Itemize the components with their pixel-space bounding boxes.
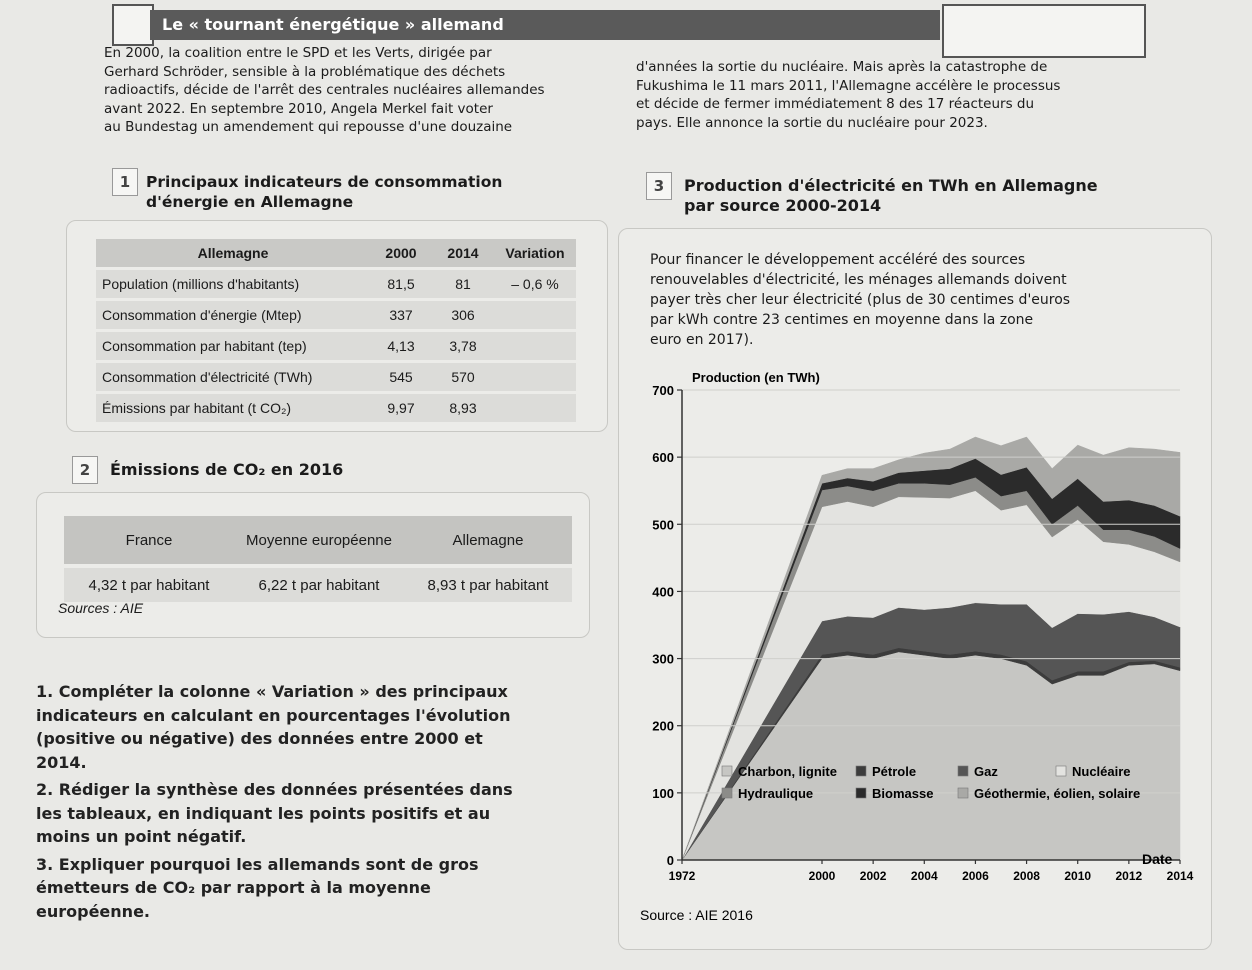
question-item: 3. Expliquer pourquoi les allemands sont de gros émetteurs de CO₂ par rapport à la moyenne européenne. (36, 854, 479, 921)
x-tick-label: 2006 (962, 869, 989, 883)
doc1-number: 1 (112, 168, 138, 196)
table-cell: Consommation par habitant (tep) (96, 332, 370, 360)
y-tick-label: 100 (652, 785, 674, 801)
table-cell (494, 394, 576, 422)
y-tick-label: 600 (652, 450, 674, 466)
doc3-title-line: par source 2000-2014 (684, 196, 882, 215)
x-tick-label: 2000 (808, 869, 836, 883)
chart-source: Source : AIE 2016 (640, 907, 753, 923)
doc1-table (96, 236, 576, 425)
doc1-title-line: d'énergie en Allemagne (146, 193, 354, 211)
legend-label: Pétrole (872, 764, 917, 779)
doc3-title (684, 176, 1098, 216)
table-cell: 81 (432, 270, 494, 298)
table-header-cell: 2014 (432, 239, 494, 267)
table-row (96, 270, 576, 298)
doc2-title: Émissions de CO₂ en 2016 (110, 460, 344, 479)
legend-label: Nucléaire (1072, 764, 1131, 779)
intro-right-column (636, 58, 1136, 132)
intro-line: Fukushima le 11 mars 2011, l'Allemagne accélère le processus (636, 77, 1061, 94)
legend-label: Biomasse (872, 786, 934, 801)
y-tick-label: 700 (652, 383, 674, 398)
intro-line: au Bundestag un amendement qui repousse d'une douzaine (104, 119, 513, 135)
table-cell: Consommation d'énergie (Mtep) (96, 301, 370, 329)
intro-line: avant 2022. En septembre 2010, Angela Merkel fait voter (104, 100, 493, 117)
doc2-sources: Sources : AIE (58, 600, 144, 616)
questions-block (36, 680, 536, 927)
table-cell: 4,32 t par habitant (64, 568, 234, 602)
production-chart (640, 360, 1210, 935)
table-cell: 4,13 (370, 332, 432, 360)
intro-line: Gerhard Schröder, sensible à la problématique des déchets (104, 63, 506, 80)
doc1-title (146, 172, 502, 212)
legend-swatch (856, 788, 866, 798)
table-header-cell: France (64, 516, 234, 564)
doc2-table (64, 512, 572, 606)
intro-line: En 2000, la coalition entre le SPD et les Verts, dirigée par (104, 45, 492, 61)
legend-swatch (722, 766, 732, 776)
table-cell: 6,22 t par habitant (234, 568, 404, 602)
intro-line: pays. Elle annonce la sortie du nucléaire pour 2023. (636, 114, 988, 131)
doc3-para-line: Pour financer le développement accéléré des sources (650, 252, 1026, 268)
legend-label: Gaz (974, 764, 998, 779)
table-cell (494, 301, 576, 329)
x-tick-label: 2012 (1115, 869, 1143, 883)
x-tick-label: 1972 (668, 869, 696, 883)
x-tick-label: 2008 (1013, 869, 1040, 883)
table-cell: 337 (370, 301, 432, 329)
production-chart-svg (640, 360, 1210, 935)
chart-x-label: Date (1142, 851, 1173, 867)
table-cell: 9,97 (370, 394, 432, 422)
legend-label: Hydraulique (738, 786, 814, 801)
x-tick-label: 2014 (1166, 869, 1194, 883)
x-tick-label: 2004 (910, 869, 938, 883)
table-cell: 545 (370, 363, 432, 391)
doc2-number: 2 (72, 456, 98, 484)
doc3-title-line: Production d'électricité en TWh en Allemagne (684, 176, 1098, 195)
table-cell (494, 332, 576, 360)
doc3-para-line: renouvelables d'électricité, les ménages allemands doivent (650, 272, 1067, 288)
question-item: 1. Compléter la colonne « Variation » des principaux indicateurs en calculant en pourcentages l'évolution (positive ou négative) des données entre 2000 et 2014. (36, 682, 511, 772)
doc2-table-wrap (64, 512, 572, 606)
table-row (64, 568, 572, 602)
header-right-box (942, 4, 1146, 58)
table-cell (494, 363, 576, 391)
table-row (96, 394, 576, 422)
intro-line: d'années la sortie du nucléaire. Mais après la catastrophe de (636, 59, 1048, 75)
table-header-cell: 2000 (370, 239, 432, 267)
header-left-box (112, 4, 154, 46)
doc3-para-line: euro en 2017). (650, 332, 754, 348)
table-cell: 8,93 t par habitant (404, 568, 572, 602)
table-row (96, 363, 576, 391)
doc3-paragraph (650, 250, 1170, 350)
table-cell: 8,93 (432, 394, 494, 422)
legend-swatch (1056, 766, 1066, 776)
table-header-row (64, 516, 572, 564)
x-tick-label: 2010 (1064, 869, 1092, 883)
page-title: Le « tournant énergétique » allemand (150, 10, 940, 40)
table-row (96, 332, 576, 360)
doc1-title-line: Principaux indicateurs de consommation (146, 173, 503, 191)
legend-label: Géothermie, éolien, solaire (974, 786, 1141, 801)
table-header-cell: Allemagne (404, 516, 572, 564)
table-cell: 570 (432, 363, 494, 391)
intro-line: radioactifs, décide de l'arrêt des centrales nucléaires allemandes (104, 82, 545, 98)
y-tick-label: 500 (652, 517, 674, 533)
table-cell: Consommation d'électricité (TWh) (96, 363, 370, 391)
table-header-cell: Moyenne européenne (234, 516, 404, 564)
doc3-para-line: payer très cher leur électricité (plus de 30 centimes d'euros (650, 292, 1071, 308)
doc3-number: 3 (646, 172, 672, 200)
table-cell: Population (millions d'habitants) (96, 270, 370, 298)
intro-left-column (104, 44, 608, 137)
y-tick-label: 200 (652, 718, 674, 734)
table-row (96, 301, 576, 329)
legend-swatch (958, 788, 968, 798)
table-header-cell: Allemagne (96, 239, 370, 267)
legend-swatch (722, 788, 732, 798)
y-tick-label: 300 (652, 651, 674, 667)
chart-title: Production (en TWh) (692, 370, 820, 385)
table-cell: – 0,6 % (494, 270, 576, 298)
table-cell: 81,5 (370, 270, 432, 298)
table-cell: 306 (432, 301, 494, 329)
legend-swatch (856, 766, 866, 776)
intro-line: et décide de fermer immédiatement 8 des 17 réacteurs du (636, 96, 1035, 112)
table-cell: 3,78 (432, 332, 494, 360)
legend-swatch (958, 766, 968, 776)
table-cell: Émissions par habitant (t CO₂) (96, 394, 370, 422)
x-tick-label: 2002 (859, 869, 887, 883)
table-header-row (96, 239, 576, 267)
doc3-para-line: par kWh contre 23 centimes en moyenne dans la zone (650, 312, 1034, 328)
y-tick-label: 400 (652, 584, 674, 600)
doc1-table-wrap (96, 236, 576, 425)
question-item: 2. Rédiger la synthèse des données présentées dans les tableaux, en indiquant les points positifs et au moins un point négatif. (36, 780, 513, 846)
table-header-cell: Variation (494, 239, 576, 267)
y-tick-label: 0 (666, 853, 674, 868)
legend-label: Charbon, lignite (738, 764, 837, 779)
